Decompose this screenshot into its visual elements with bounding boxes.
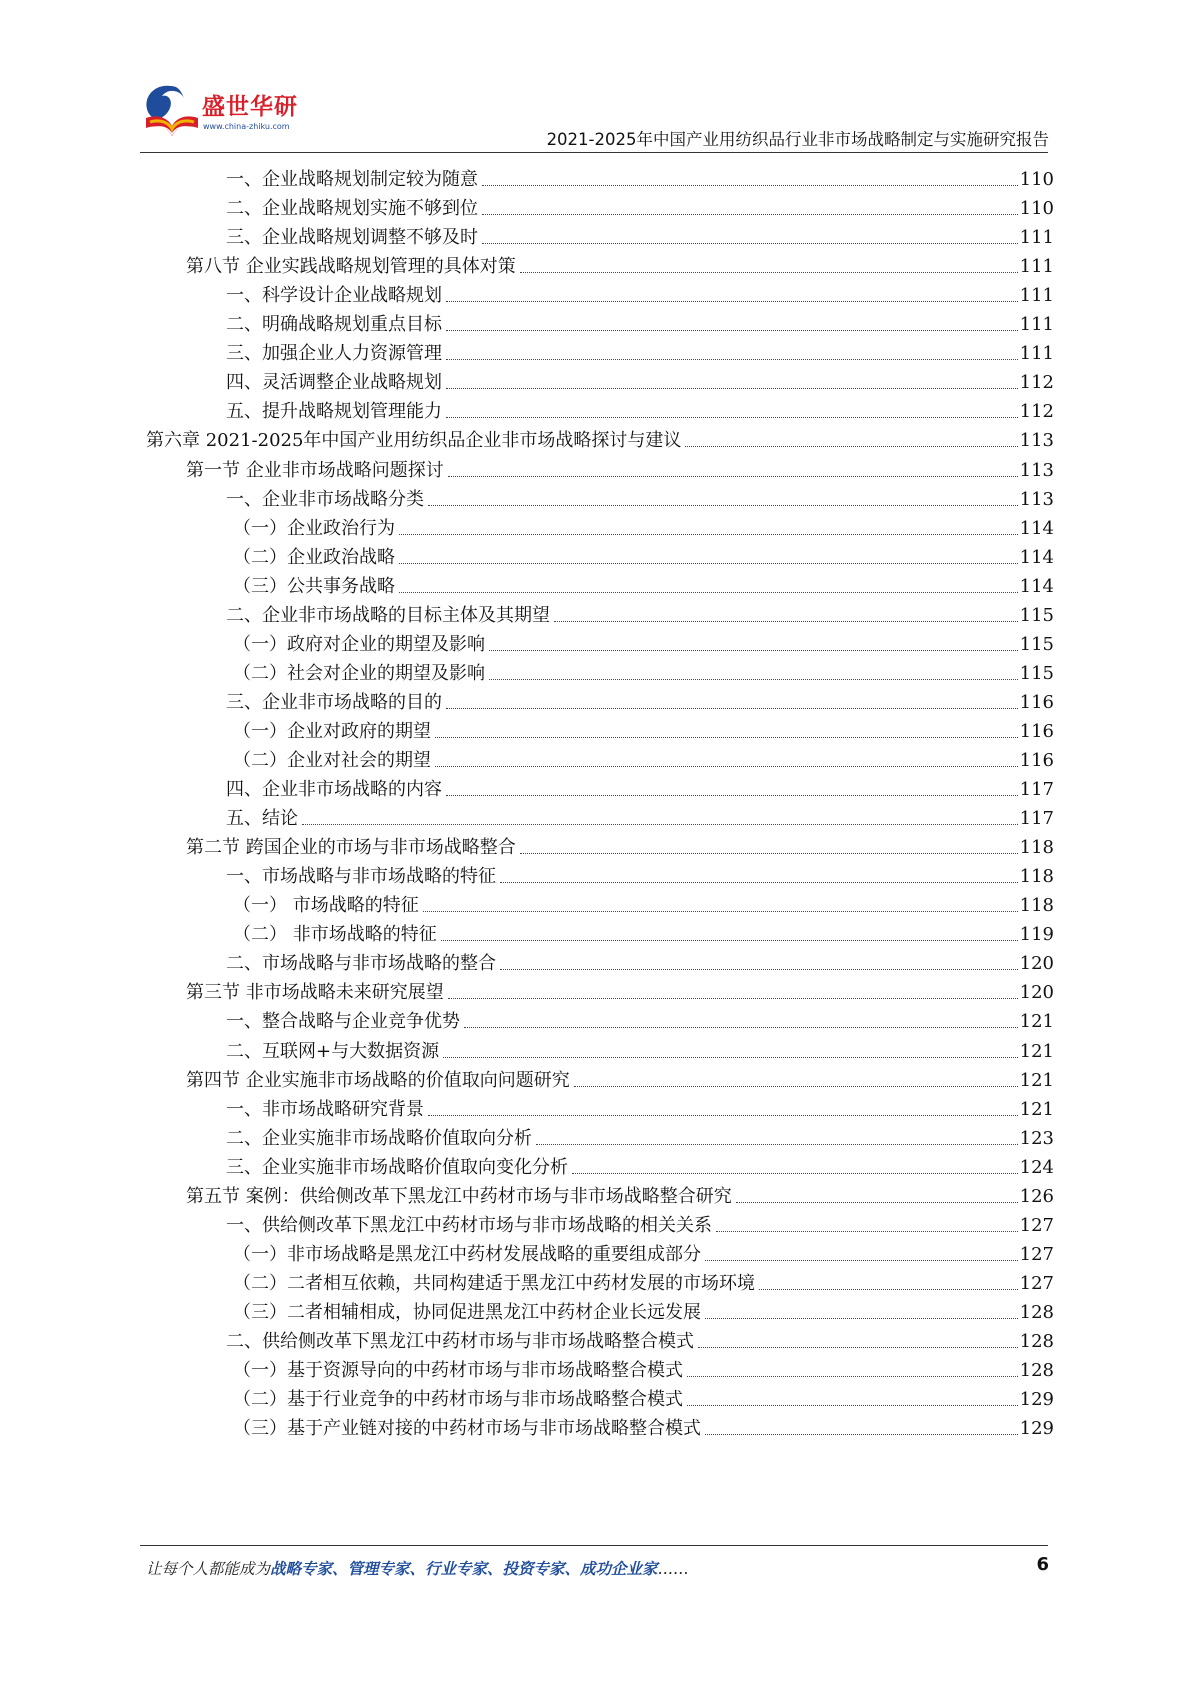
toc-entry[interactable]: [233, 1351, 1054, 1382]
toc-entry[interactable]: [233, 567, 1054, 598]
toc-entry[interactable]: [226, 160, 1054, 191]
toc-entry-page: 115: [1019, 633, 1054, 655]
toc-entry-page: 121: [1019, 1040, 1054, 1062]
toc-entry[interactable]: [226, 1119, 1054, 1150]
toc-entry-page: 112: [1019, 372, 1054, 394]
toc-entry[interactable]: [226, 1002, 1054, 1033]
toc-leader-dots: [698, 1347, 1018, 1348]
toc-entry[interactable]: [233, 1409, 1054, 1440]
toc-entry[interactable]: [233, 654, 1054, 685]
toc-entry[interactable]: [226, 1032, 1054, 1063]
toc-leader-dots: [520, 853, 1018, 854]
toc-entry-page: 114: [1019, 546, 1054, 568]
toc-entry-page: 111: [1019, 256, 1054, 278]
toc-entry[interactable]: [226, 1206, 1054, 1237]
toc-entry[interactable]: [233, 1293, 1054, 1324]
toc-entry[interactable]: [186, 828, 1054, 859]
toc-leader-dots: [705, 1434, 1018, 1435]
toc-entry[interactable]: [233, 538, 1054, 569]
toc-entry-title: 一、整合战略与企业竞争优势: [226, 1011, 460, 1033]
toc-leader-dots: [687, 1405, 1018, 1406]
toc-entry[interactable]: [226, 596, 1054, 627]
toc-entry[interactable]: [226, 799, 1054, 830]
toc-entry-title: 第三节 非市场战略未来研究展望: [186, 982, 444, 1004]
toc-leader-dots: [489, 679, 1018, 680]
toc-entry[interactable]: [226, 189, 1054, 220]
toc-entry-page: 115: [1019, 604, 1054, 626]
toc-entry-page: 119: [1019, 924, 1054, 946]
toc-leader-dots: [500, 882, 1018, 883]
toc-entry-page: 128: [1019, 1301, 1054, 1323]
header-divider: [140, 152, 1048, 153]
toc-entry-title: （二）二者相互依赖，共同构建适于黑龙江中药材发展的市场环境: [233, 1272, 755, 1294]
toc-leader-dots: [423, 911, 1018, 912]
toc-entry[interactable]: [233, 1264, 1054, 1295]
toc-leader-dots: [441, 940, 1018, 941]
toc-entry-page: 111: [1019, 343, 1054, 365]
toc-leader-dots: [574, 1086, 1018, 1087]
toc-leader-dots: [554, 621, 1018, 622]
toc-leader-dots: [536, 1144, 1018, 1145]
toc-entry-title: 三、加强企业人力资源管理: [226, 343, 442, 365]
toc-entry-title: 一、供给侧改革下黑龙江中药材市场与非市场战略的相关关系: [226, 1214, 712, 1236]
toc-entry-page: 113: [1019, 459, 1054, 481]
toc-entry-page: 116: [1019, 750, 1054, 771]
toc-entry-title: （二） 非市场战略的特征: [233, 924, 437, 946]
toc-leader-dots: [687, 1376, 1018, 1377]
toc-entry[interactable]: [226, 218, 1054, 249]
toc-entry-page: 114: [1019, 517, 1054, 539]
toc-entry-title: （一）政府对企业的期望及影响: [233, 633, 485, 655]
toc-entry-title: （一） 市场战略的特征: [233, 895, 419, 917]
toc-entry-page: 120: [1019, 982, 1054, 1004]
toc-entry-page: 128: [1019, 1331, 1054, 1352]
toc-leader-dots: [520, 272, 1018, 273]
toc-leader-dots: [464, 1027, 1018, 1028]
toc-entry-title: 一、市场战略与非市场战略的特征: [226, 866, 496, 888]
toc-entry[interactable]: [233, 886, 1054, 917]
toc-entry[interactable]: [226, 944, 1054, 975]
toc-entry-title: （二）企业政治战略: [233, 546, 395, 568]
toc-entry[interactable]: [233, 741, 1054, 772]
toc-entry-page: 128: [1019, 1360, 1054, 1382]
toc-entry-title: 三、企业实施非市场战略价值取向变化分析: [226, 1156, 568, 1178]
toc-entry-page: 111: [1019, 314, 1054, 336]
toc-entry-page: 115: [1019, 662, 1054, 684]
toc-entry-title: （一）企业政治行为: [233, 517, 395, 539]
toc-entry-title: （三）公共事务战略: [233, 575, 395, 597]
toc-entry[interactable]: [233, 625, 1054, 656]
toc-entry-title: 第一节 企业非市场战略问题探讨: [186, 459, 444, 481]
toc-leader-dots: [446, 388, 1018, 389]
toc-leader-dots: [482, 185, 1018, 186]
toc-entry[interactable]: [146, 421, 1054, 452]
toc-entry-page: 113: [1019, 430, 1054, 452]
toc-entry-page: 121: [1019, 1069, 1054, 1091]
toc-leader-dots: [482, 214, 1018, 215]
toc-entry-page: 127: [1019, 1214, 1054, 1236]
page-header: [0, 0, 1191, 160]
toc-entry-page: 117: [1019, 808, 1054, 830]
toc-entry[interactable]: [233, 712, 1054, 743]
toc-leader-dots: [759, 1289, 1018, 1290]
footer-divider: [140, 1545, 1048, 1546]
toc-entry-page: 123: [1019, 1127, 1054, 1149]
toc-entry-title: 第五节 案例：供给侧改革下黑龙江中药材市场与非市场战略整合研究: [186, 1185, 732, 1207]
toc-leader-dots: [736, 1202, 1018, 1203]
toc-leader-dots: [446, 359, 1018, 360]
toc-entry-page: 121: [1019, 1011, 1054, 1033]
toc-entry-title: 二、企业实施非市场战略价值取向分析: [226, 1127, 532, 1149]
toc-leader-dots: [448, 476, 1018, 477]
toc-entry-title: 第二节 跨国企业的市场与非市场战略整合: [186, 837, 516, 859]
toc-entry[interactable]: [226, 857, 1054, 888]
toc-leader-dots: [500, 969, 1018, 970]
toc-entry-title: 一、科学设计企业战略规划: [226, 285, 442, 307]
toc-entry[interactable]: [233, 1380, 1054, 1411]
toc-leader-dots: [443, 1057, 1018, 1058]
toc-entry[interactable]: [226, 1148, 1054, 1179]
toc-entry-page: 118: [1019, 895, 1054, 917]
toc-entry-title: 四、灵活调整企业战略规划: [226, 372, 442, 394]
toc-leader-dots: [446, 330, 1018, 331]
toc-entry[interactable]: [226, 770, 1054, 801]
toc-leader-dots: [302, 824, 1018, 825]
toc-entry-title: 二、企业战略规划实施不够到位: [226, 198, 478, 220]
toc-entry-title: 二、明确战略规划重点目标: [226, 314, 442, 336]
footer-slogan: [146, 1557, 689, 1579]
toc-leader-dots: [435, 737, 1018, 738]
toc-entry[interactable]: [226, 1090, 1054, 1121]
toc-entry[interactable]: [233, 915, 1054, 946]
toc-entry-title: 一、非市场战略研究背景: [226, 1098, 424, 1120]
toc-entry-title: （二）基于行业竞争的中药材市场与非市场战略整合模式: [233, 1389, 683, 1411]
toc-leader-dots: [572, 1173, 1018, 1174]
toc-entry-page: 114: [1019, 575, 1054, 597]
toc-entry-page: 113: [1019, 488, 1054, 510]
toc-entry-title: （二）企业对社会的期望: [233, 750, 431, 771]
toc-leader-dots: [705, 1318, 1018, 1319]
toc-entry-page: 121: [1019, 1098, 1054, 1120]
toc-entry[interactable]: [226, 480, 1054, 511]
toc-leader-dots: [446, 417, 1018, 418]
toc-entry-title: 第八节 企业实践战略规划管理的具体对策: [186, 256, 516, 278]
page-number: 6: [1036, 1554, 1049, 1575]
toc-entry-title: （二）社会对企业的期望及影响: [233, 662, 485, 684]
company-logo: [140, 82, 320, 144]
slogan-prefix: 让每个人都能成为: [146, 1560, 271, 1578]
toc-entry-page: 111: [1019, 227, 1054, 249]
toc-entry-page: 110: [1019, 169, 1054, 190]
toc-entry-title: 一、企业战略规划制定较为随意: [226, 169, 478, 190]
toc-entry[interactable]: [233, 509, 1054, 540]
toc-entry-page: 127: [1019, 1243, 1054, 1265]
toc-leader-dots: [435, 766, 1018, 767]
toc-entry-page: 116: [1019, 720, 1054, 742]
toc-entry-title: （三）基于产业链对接的中药材市场与非市场战略整合模式: [233, 1418, 701, 1440]
toc-entry-title: 二、企业非市场战略的目标主体及其期望: [226, 604, 550, 626]
slogan-highlight: 战略专家、管理专家、行业专家、投资专家、成功企业家: [270, 1559, 658, 1578]
toc-entry-title: 一、企业非市场战略分类: [226, 488, 424, 510]
toc-entry-page: 120: [1019, 953, 1054, 975]
toc-entry[interactable]: [186, 1177, 1054, 1208]
toc-entry[interactable]: [233, 1235, 1054, 1266]
logo-book-icon: [140, 82, 202, 140]
toc-leader-dots: [448, 998, 1018, 999]
toc-entry-title: 二、市场战略与非市场战略的整合: [226, 953, 496, 975]
toc-leader-dots: [482, 243, 1018, 244]
logo-text: 盛世华研: [202, 94, 298, 120]
toc-entry-page: 112: [1019, 401, 1054, 423]
toc-entry-page: 111: [1019, 285, 1054, 307]
toc-entry-title: 第六章 2021-2025年中国产业用纺织品企业非市场战略探讨与建议: [146, 430, 682, 452]
toc-entry-page: 116: [1019, 691, 1054, 713]
toc-entry-title: 二、供给侧改革下黑龙江中药材市场与非市场战略整合模式: [226, 1331, 694, 1352]
toc-entry[interactable]: [186, 247, 1054, 278]
toc-leader-dots: [399, 563, 1018, 564]
toc-entry-page: 129: [1019, 1418, 1054, 1440]
toc-entry-title: 五、提升战略规划管理能力: [226, 401, 442, 423]
toc-entry-page: 126: [1019, 1185, 1054, 1207]
toc-leader-dots: [705, 1260, 1018, 1261]
toc-entry[interactable]: [226, 1322, 1054, 1353]
toc-leader-dots: [428, 1115, 1018, 1116]
toc-entry-title: （一）企业对政府的期望: [233, 720, 431, 742]
toc-entry-title: （三）二者相辅相成，协同促进黑龙江中药材企业长远发展: [233, 1301, 701, 1323]
toc-leader-dots: [428, 505, 1018, 506]
toc-entry[interactable]: [186, 973, 1054, 1004]
toc-entry-page: 110: [1019, 198, 1054, 220]
logo-url: www.china-zhiku.com: [203, 122, 290, 131]
toc-entry[interactable]: [226, 683, 1054, 714]
toc-entry[interactable]: [226, 392, 1054, 423]
toc-entry-title: 第四节 企业实施非市场战略的价值取向问题研究: [186, 1069, 570, 1091]
toc-entry-page: 117: [1019, 779, 1054, 801]
toc-entry-title: 三、企业战略规划调整不够及时: [226, 227, 478, 249]
toc-leader-dots: [685, 446, 1017, 447]
toc-entry-title: 五、结论: [226, 808, 298, 830]
toc-entry-title: 四、企业非市场战略的内容: [226, 779, 442, 801]
toc-entry-page: 118: [1019, 866, 1054, 888]
toc-entry[interactable]: [226, 334, 1054, 365]
toc-leader-dots: [446, 708, 1018, 709]
toc-entry-page: 124: [1019, 1156, 1054, 1178]
toc-entry-title: （一）非市场战略是黑龙江中药材发展战略的重要组成部分: [233, 1243, 701, 1265]
toc-leader-dots: [446, 795, 1018, 796]
toc-entry-title: 三、企业非市场战略的目的: [226, 691, 442, 713]
toc-entry[interactable]: [226, 276, 1054, 307]
toc-entry-page: 118: [1019, 837, 1054, 859]
report-title: 2021-2025年中国产业用纺织品行业非市场战略制定与实施研究报告: [546, 130, 1049, 149]
toc-entry-page: 127: [1019, 1272, 1054, 1294]
toc-entry[interactable]: [226, 363, 1054, 394]
toc-leader-dots: [399, 534, 1018, 535]
toc-entry[interactable]: [186, 451, 1054, 482]
toc-entry-title: 二、互联网+与大数据资源: [226, 1040, 440, 1062]
toc-entry[interactable]: [226, 305, 1054, 336]
toc-entry-title: （一）基于资源导向的中药材市场与非市场战略整合模式: [233, 1360, 683, 1382]
toc-leader-dots: [446, 301, 1018, 302]
toc-entry-page: 129: [1019, 1389, 1054, 1411]
toc-leader-dots: [716, 1231, 1018, 1232]
toc-leader-dots: [399, 592, 1018, 593]
toc-leader-dots: [489, 650, 1018, 651]
toc-entry[interactable]: [186, 1061, 1054, 1092]
slogan-suffix: ……: [657, 1560, 689, 1578]
